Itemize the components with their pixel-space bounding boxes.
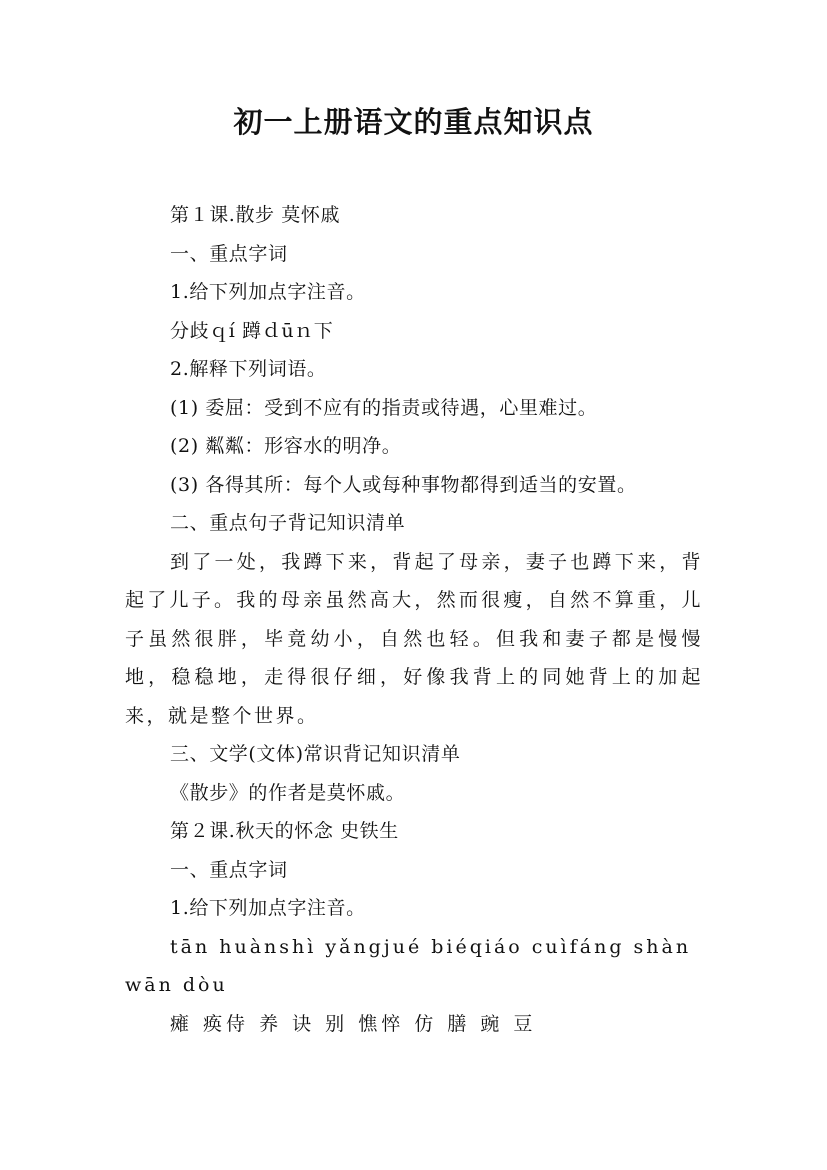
vocabulary-words: 瘫 痪侍 养 诀 别 憔悴 仿 膳 豌 豆 (170, 1012, 537, 1035)
document-body (125, 196, 705, 1043)
author-note: 《散步》的作者是莫怀戚。 (170, 781, 406, 804)
lesson-heading: 第２课.秋天的怀念 史铁生 (170, 820, 399, 842)
exercise-prompt: 1.给下列加点字注音。 (170, 281, 366, 303)
lesson-heading: 第１课.散步 莫怀戚 (170, 204, 341, 226)
key-passage: 到了一处，我蹲下来，背起了母亲，妻子也蹲下来，背起了儿子。我的母亲虽然高大，然而很瘦，自然不算重，儿子虽然很胖，毕竟幼小，自然也轻。但我和妻子都是慢慢地，稳稳地，走得很仔细，好像我背上的同她背上的加起来，就是整个世界。 (125, 550, 703, 727)
section-heading: 一、重点字词 (170, 242, 288, 265)
section-heading: 二、重点句子背记知识清单 (170, 512, 406, 534)
definition-item: (1) 委屈：受到不应有的指责或待遇，心里难过。 (170, 396, 598, 419)
exercise-prompt: 1.给下列加点字注音。 (170, 897, 366, 919)
definition-item: (3) 各得其所：每个人或每种事物都得到适当的安置。 (170, 473, 637, 496)
pinyin-line: tān huànshì yǎngjué biéqiáo cuìfáng shànwān dòu (125, 935, 692, 996)
definition-item: (2) 粼粼：形容水的明净。 (170, 435, 402, 457)
pinyin-answer: 分歧ｑí 蹲ｄūｎ下 (170, 319, 334, 342)
section-heading: 一、重点字词 (170, 858, 288, 881)
exercise-prompt: 2.解释下列词语。 (170, 358, 327, 380)
section-heading: 三、文学(文体)常识背记知识清单 (170, 743, 461, 765)
document-title: 初一上册语文的重点知识点 (233, 105, 594, 139)
